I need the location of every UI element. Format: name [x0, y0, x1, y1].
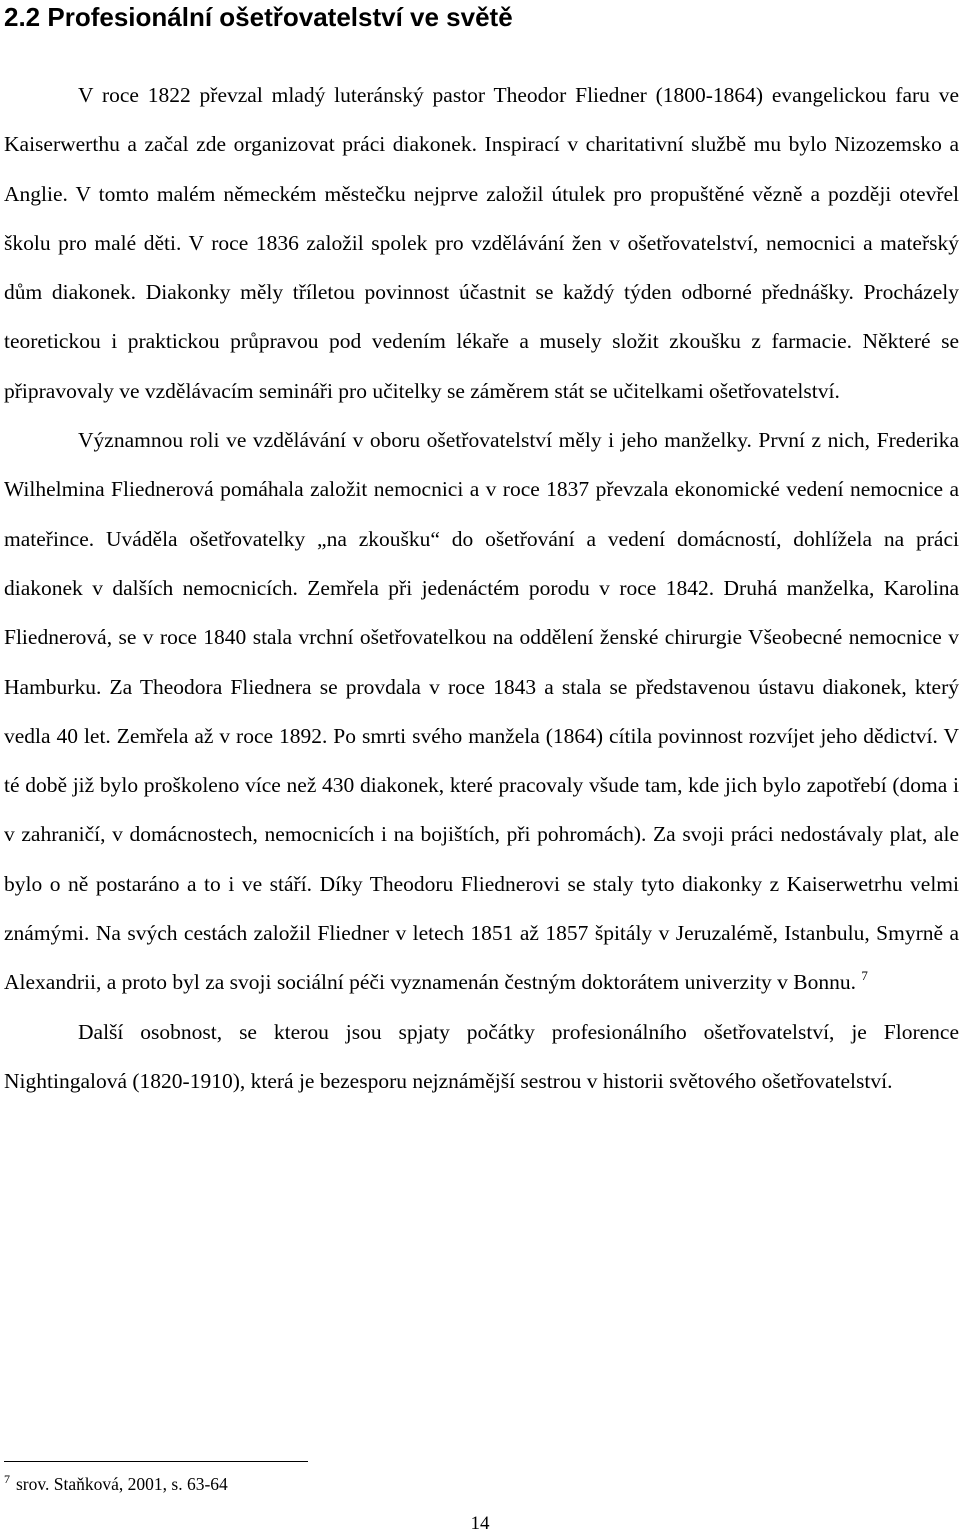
- footnote-text: srov. Staňková, 2001, s. 63-64: [16, 1474, 228, 1494]
- paragraph-1: [4, 71, 959, 416]
- paragraph-2: [4, 416, 959, 1008]
- section-heading: 2.2 Profesionální ošetřovatelství ve světě: [4, 2, 513, 32]
- paragraph-2-text: Významnou roli ve vzdělávání v oboru ošetřovatelství měly i jeho manželky. První z nich, Frederika Wilhelmina Fliednerová pomáhala založit nemocnici a v roce 1837 převzala ekonomické vedení nemocnice a mateřince. Uváděla ošetřovatelky „na zkoušku“ do ošetřování a vedení domácností, dohlížela na práci diakonek v dalších nemocnicích. Zemřela při jedenáctém porodu v roce 1842. Druhá manželka, Karolina Fliednerová, se v roce 1840 stala vrchní ošetřovatelkou na oddělení ženské chirurgie Všeobecné nemocnice v Hamburku. Za Theodora Fliednera se provdala v roce 1843 a stala se představenou ústavu diakonek, který vedla 40 let. Zemřela až v roce 1892. Po smrti svého manžela (1864) cítila povinnost rozvíjet jeho dědictví. V té době již bylo proškoleno více než 430 diakonek, které pracovaly všude tam, kde jich bylo zapotřebí (doma i v zahraničí, v domácnostech, nemocnicích i na bojištích, při pohromách). Za svoji práci nedostávaly plat, ale bylo o ně postaráno a to i ve stáří. Díky Theodoru Fliednerovi se staly tyto diakonky z Kaiserwetrhu velmi známými. Na svých cestách založil Fliedner v letech 1851 až 1857 špitály v Jeruzalémě, Istanbulu, Smyrně a Alexandrii, a proto byl za svoji sociální péči vyznamenán čestným doktorátem univerzity v Bonnu.: [4, 428, 959, 995]
- paragraph-3-text: Další osobnost, se kterou jsou spjaty počátky profesionálního ošetřovatelství, je Florence Nightingalová (1820-1910), která je bezesporu nejznámější sestrou v historii světového ošetřovatelství.: [4, 1019, 959, 1093]
- footnote-reference: 7: [861, 968, 868, 984]
- paragraph-1-text: V roce 1822 převzal mladý luteránský pastor Theodor Fliedner (1800-1864) evangelickou faru ve Kaiserwerthu a začal zde organizovat práci diakonek. Inspirací v charitativní službě mu bylo Nizozemsko a Anglie. V tomto malém německém městečku nejprve založil útulek pro propuštěné vězně a později otevřel školu pro malé děti. V roce 1836 založil spolek pro vzdělávání žen v ošetřovatelství, nemocnici a mateřský dům diakonek. Diakonky měly tříletou povinnost účastnit se každý týden odborné přednášky. Procházely teoretickou i praktickou průpravou pod vedením lékaře a musely složit zkoušku z farmacie. Některé se připravovaly ve vzdělávacím semináři pro učitelky se záměrem stát se učitelkami ošetřovatelství.: [4, 83, 959, 403]
- footnote: [4, 1472, 228, 1496]
- footnote-separator: [4, 1461, 308, 1462]
- paragraph-3: [4, 1008, 959, 1107]
- page-number: 14: [470, 1513, 490, 1534]
- body-text: [4, 71, 959, 1106]
- footnote-number: 7: [4, 1472, 10, 1486]
